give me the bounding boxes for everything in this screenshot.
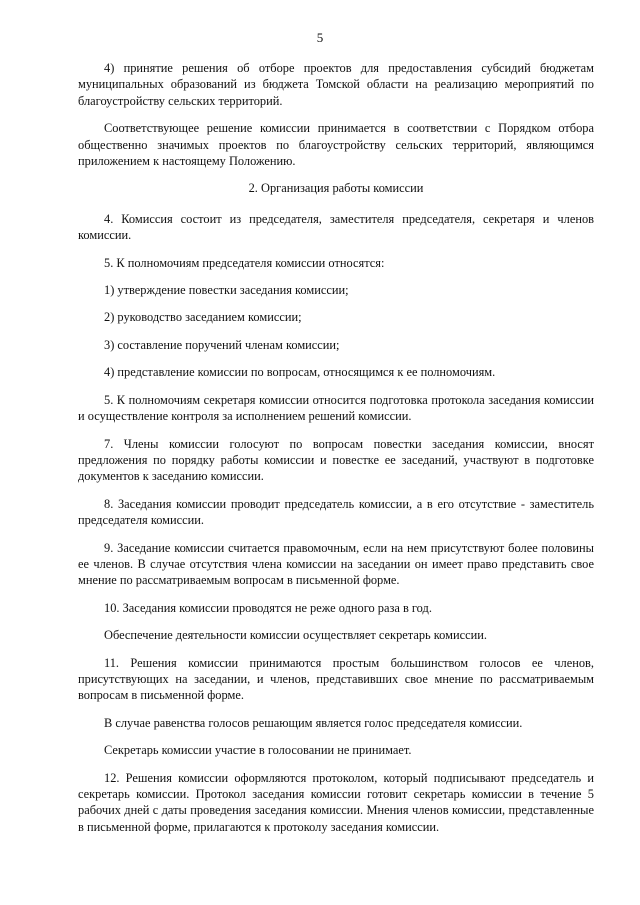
paragraph-secretary-support: Обеспечение деятельности комиссии осуществляет секретарь комиссии. [104,628,487,643]
paragraph-chair-power-2: 2) руководство заседанием комиссии; [104,310,302,325]
paragraph-chair-power-3: 3) составление поручений членам комиссии; [104,337,340,352]
paragraph-5-secretary-powers: 5. К полномочиям секретаря комиссии относится подготовка протокола заседания комиссии и осуществление контроля за исполнением решений комиссии. [78,392,594,424]
paragraph-4-composition: 4. Комиссия состоит из председателя, заместителя председателя, секретаря и членов комиссии. [78,211,594,243]
paragraph-chair-power-4: 4) представление комиссии по вопросам, относящимся к ее полномочиям. [104,365,496,380]
paragraph-chair-power-1: 1) утверждение повестки заседания комиссии; [104,283,349,298]
paragraph-11-decisions: 11. Решения комиссии принимаются простым большинством голосов ее членов, присутствующих на заседании, и членов, представивших свое мнение по рассматриваемым вопросам в письменной форме. [78,655,594,703]
paragraph-10-frequency: 10. Заседания комиссии проводятся не реже одного раза в год. [104,600,432,615]
paragraph-8-meetings-chair: 8. Заседания комиссии проводит председатель комиссии, а в его отсутствие - заместитель председателя комиссии. [78,496,594,528]
document-body [78,60,594,846]
paragraph-commission-decision: Соответствующее решение комиссии принимается в соответствии с Порядком отбора общественно значимых проектов по благоустройству сельских территорий, являющимся приложением к настоящему Положению. [78,121,594,169]
paragraph-secretary-no-vote: Секретарь комиссии участие в голосовании не принимает. [104,743,412,758]
paragraph-9-quorum: 9. Заседание комиссии считается правомочным, если на нем присутствуют более половины ее членов. В случае отсутствия члена комиссии на заседании он имеет право представить свое мнение по рассматриваемым вопросам в письменной форме. [78,540,594,588]
section-heading: 2. Организация работы комиссии [248,181,424,196]
paragraph-tie-vote: В случае равенства голосов решающим является голос председателя комиссии. [104,715,523,730]
paragraph-7-members: 7. Члены комиссии голосуют по вопросам повестки заседания комиссии, вносят предложения по порядку работы комиссии и повестке ее заседаний, участвуют в подготовке документов к заседанию комиссии. [78,436,594,484]
paragraph-12-protocol: 12. Решения комиссии оформляются протоколом, который подписывают председатель и секретарь комиссии. Протокол заседания комиссии готовит секретарь комиссии в течение 5 рабочих дней с даты проведения заседания комиссии. Мнения членов комиссии, представленные в письменной форме, прилагаются к протоколу заседания комиссии. [78,770,594,834]
page-number: 5 [316,30,324,45]
paragraph-5-chair-powers: 5. К полномочиям председателя комиссии относятся: [104,255,385,270]
paragraph-item-4-selection: 4) принятие решения об отборе проектов для предоставления субсидий бюджетам муниципальных образований из бюджета Томской области на реализацию мероприятий по благоустройству сельских территорий. [78,61,594,108]
